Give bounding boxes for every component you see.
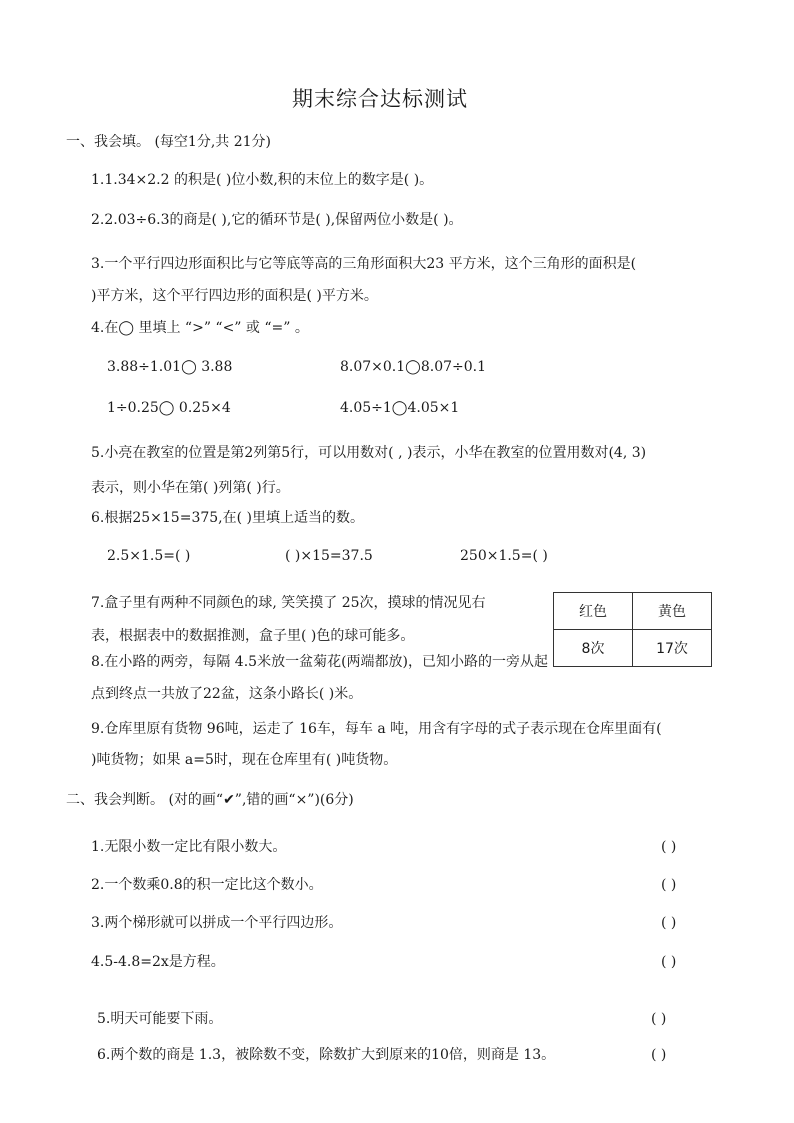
section2-heading: 二、我会判断。 (对的画“✔”,错的画“×”)(6分) xyxy=(66,792,354,808)
page-title: 期末综合达标测试 xyxy=(292,87,468,111)
q4-item: 8.07×0.1◯8.07÷0.1 xyxy=(340,359,487,375)
judge-item-5: 5.明天可能要下雨。 xyxy=(97,1011,223,1027)
question-8-line1: 8.在小路的两旁，每隔 4.5米放一盆菊花(两端都放)，已知小路的一旁从起 xyxy=(91,654,548,670)
judge-item-2: 2.一个数乘0.8的积一定比这个数小。 xyxy=(91,877,323,893)
answer-paren: ( ) xyxy=(661,915,677,931)
question-3-line2: )平方米，这个平行四边形的面积是( )平方米。 xyxy=(91,288,378,304)
table-cell: 黄色 xyxy=(633,593,712,630)
question-5-line2: 表示，则小华在第( )列第( )行。 xyxy=(91,480,290,496)
judge-item-4: 4.5-4.8=2x是方程。 xyxy=(91,954,225,970)
answer-paren: ( ) xyxy=(661,877,677,893)
section1-heading: 一、我会填。 (每空1分,共 21分) xyxy=(66,134,271,150)
question-5-line1: 5.小亮在教室的位置是第2列第5行，可以用数对( , )表示，小华在教室的位置用数对(4, 3) xyxy=(91,445,647,461)
table-cell: 17次 xyxy=(633,630,712,667)
question-9-line2: )吨货物；如果 a=5时，现在仓库里有( )吨货物。 xyxy=(91,752,398,768)
q6-item: 2.5×1.5=( ) xyxy=(107,548,191,564)
question-9-line1: 9.仓库里原有货物 96吨，运走了 16车，每车 a 吨，用含有字母的式子表示现在仓库里面有( xyxy=(91,721,662,737)
table-cell: 红色 xyxy=(554,593,633,630)
q4-item: 4.05÷1◯4.05×1 xyxy=(340,400,460,416)
answer-paren: ( ) xyxy=(661,839,677,855)
question-7-line2: 表，根据表中的数据推测，盒子里( )色的球可能多。 xyxy=(91,628,415,644)
answer-paren: ( ) xyxy=(661,954,677,970)
ball-color-table xyxy=(553,592,712,667)
question-6: 6.根据25×15=375,在( )里填上适当的数。 xyxy=(91,510,364,526)
judge-item-6: 6.两个数的商是 1.3，被除数不变，除数扩大到原来的10倍，则商是 13。 xyxy=(97,1047,556,1063)
judge-item-3: 3.两个梯形就可以拼成一个平行四边形。 xyxy=(91,915,343,931)
answer-paren: ( ) xyxy=(651,1047,667,1063)
table-cell: 8次 xyxy=(554,630,633,667)
question-3-line1: 3.一个平行四边形面积比与它等底等高的三角形面积大23 平方米，这个三角形的面积是( xyxy=(91,256,637,272)
question-8-line2: 点到终点一共放了22盆，这条小路长( )米。 xyxy=(91,686,363,702)
q4-item: 1÷0.25◯ 0.25×4 xyxy=(107,400,231,416)
question-1: 1.1.34×2.2 的积是( )位小数,积的末位上的数字是( )。 xyxy=(91,172,434,188)
q4-item: 3.88÷1.01◯ 3.88 xyxy=(107,359,233,375)
table-header-row xyxy=(554,593,712,630)
judge-item-1: 1.无限小数一定比有限小数大。 xyxy=(91,839,287,855)
question-7-line1: 7.盒子里有两种不同颜色的球, 笑笑摸了 25次，摸球的情况见右 xyxy=(91,595,486,611)
table-row xyxy=(554,630,712,667)
question-2: 2.2.03÷6.3的商是( ),它的循环节是( ),保留两位小数是( )。 xyxy=(91,212,463,228)
answer-paren: ( ) xyxy=(651,1011,667,1027)
q6-item: ( )×15=37.5 xyxy=(285,548,373,564)
q6-item: 250×1.5=( ) xyxy=(460,548,548,564)
question-4: 4.在◯ 里填上 “>” “<” 或 “=” 。 xyxy=(91,320,309,336)
